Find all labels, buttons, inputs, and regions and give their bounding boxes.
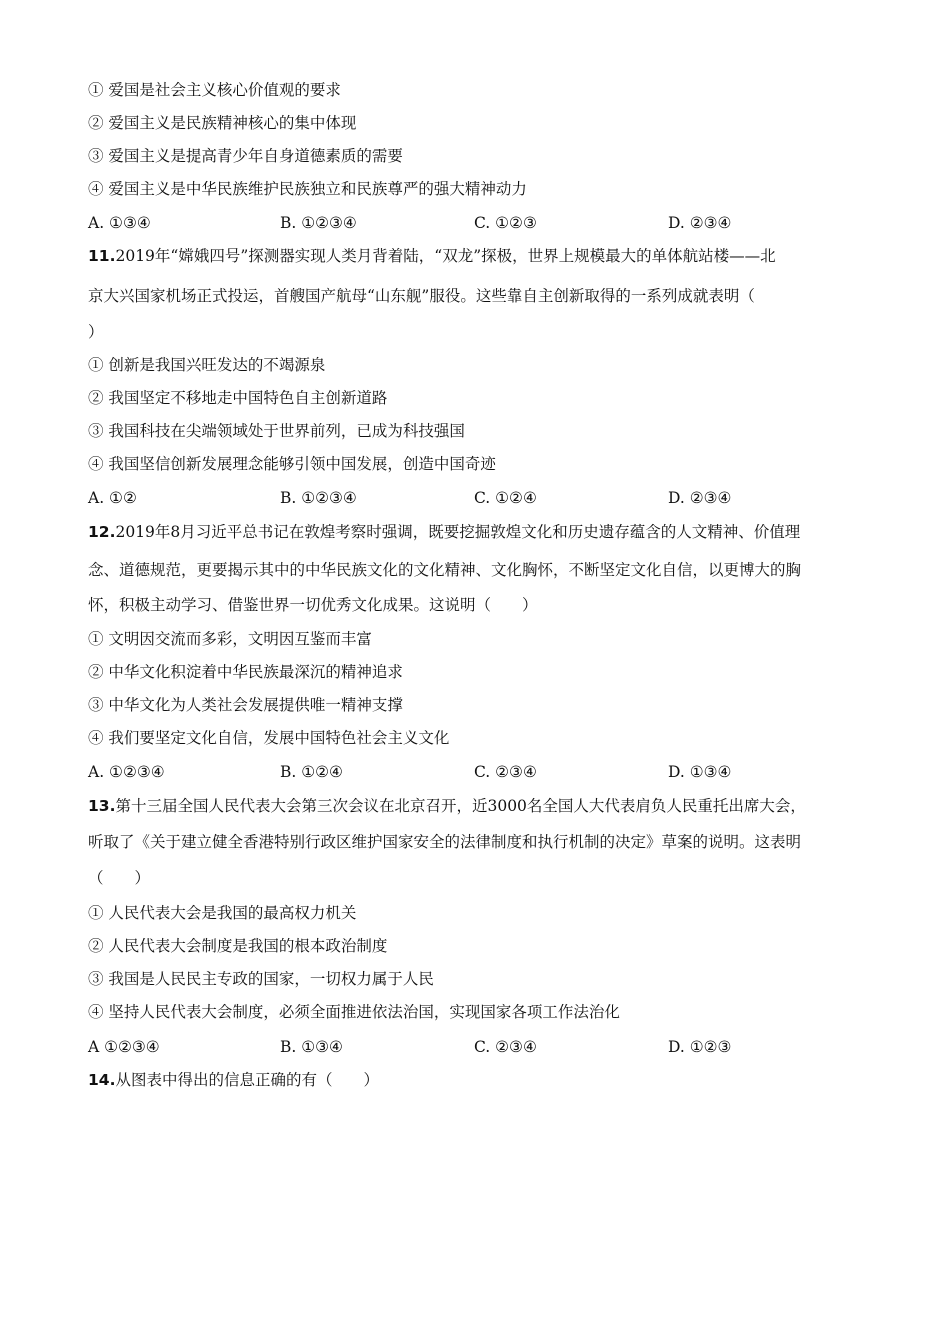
option-c: C. ②③④ [474, 1038, 537, 1056]
q13-stem-line-2: 听取了《关于建立健全香港特别行政区维护国家安全的法律制度和执行机制的决定》草案的说明。这表明 [88, 833, 802, 851]
q11-stem-line-2: 京大兴国家机场正式投运，首艘国产航母“山东舰”服役。这些靠自主创新取得的一系列成就表明（ [88, 287, 755, 305]
option-d: D. ②③④ [668, 489, 732, 507]
option-c: C. ①②③ [474, 214, 537, 232]
q13-stem-line-1: 13.第十三届全国人民代表大会第三次会议在北京召开，近3000名全国人大代表肩负人民重托出席大会， [88, 797, 806, 815]
q11-number: 11. [88, 247, 116, 265]
q11-stem-line-1: 11.2019年“嫦娥四号”探测器实现人类月背着陆，“双龙”探极，世界上规模最大的单体航站楼——北 [88, 247, 776, 265]
option-a: A. ①② [88, 489, 137, 507]
q12-statement-3: ③ 中华文化为人类社会发展提供唯一精神支撑 [88, 696, 403, 714]
q12-number: 12. [88, 523, 116, 541]
q11-statement-2: ② 我国坚定不移地走中国特色自主创新道路 [88, 389, 388, 407]
carryover-statement-3: ③ 爱国主义是提高青少年自身道德素质的需要 [88, 147, 403, 165]
q13-statement-4: ④ 坚持人民代表大会制度，必须全面推进依法治国，实现国家各项工作法治化 [88, 1003, 620, 1021]
option-c: C. ②③④ [474, 763, 537, 781]
q11-stem-line-3: ） [88, 323, 104, 341]
q12-statement-1: ① 文明因交流而多彩，文明因互鉴而丰富 [88, 630, 372, 648]
q12-options [88, 762, 788, 782]
option-b: B. ①③④ [280, 1038, 343, 1056]
option-b: B. ①②③④ [280, 489, 357, 507]
option-b: B. ①②③④ [280, 214, 357, 232]
q12-statement-4: ④ 我们要坚定文化自信，发展中国特色社会主义文化 [88, 729, 450, 747]
option-d: D. ②③④ [668, 214, 732, 232]
q12-stem-line-1: 12.2019年8月习近平总书记在敦煌考察时强调，既要挖掘敦煌文化和历史遗存蕴含的人文精神、价值理 [88, 523, 801, 541]
option-c: C. ①②④ [474, 489, 537, 507]
carryover-options [88, 213, 788, 233]
option-d: D. ①②③ [668, 1038, 732, 1056]
option-a: A. ①③④ [88, 214, 151, 232]
q11-options [88, 488, 788, 508]
q12-statement-2: ② 中华文化积淀着中华民族最深沉的精神追求 [88, 663, 403, 681]
q11-statement-3: ③ 我国科技在尖端领域处于世界前列，已成为科技强国 [88, 422, 465, 440]
q14-number: 14. [88, 1071, 116, 1089]
carryover-statement-1: ① 爱国是社会主义核心价值观的要求 [88, 81, 341, 99]
carryover-statement-4: ④ 爱国主义是中华民族维护民族独立和民族尊严的强大精神动力 [88, 180, 527, 198]
q14-stem: 14.从图表中得出的信息正确的有（ ） [88, 1071, 379, 1089]
q13-statement-3: ③ 我国是人民民主专政的国家，一切权力属于人民 [88, 970, 434, 988]
q12-stem-line-2: 念、道德规范，更要揭示其中的中华民族文化的文化精神、文化胸怀，不断坚定文化自信，以更博大的胸 [88, 561, 802, 579]
q13-statement-1: ① 人民代表大会是我国的最高权力机关 [88, 904, 357, 922]
q11-statement-1: ① 创新是我国兴旺发达的不竭源泉 [88, 356, 326, 374]
carryover-statement-2: ② 爱国主义是民族精神核心的集中体现 [88, 114, 357, 132]
q11-statement-4: ④ 我国坚信创新发展理念能够引领中国发展，创造中国奇迹 [88, 455, 496, 473]
option-a: A ①②③④ [88, 1038, 160, 1056]
option-d: D. ①③④ [668, 763, 732, 781]
q12-stem-line-3: 怀，积极主动学习、借鉴世界一切优秀文化成果。这说明（ ） [88, 596, 538, 614]
option-a: A. ①②③④ [88, 763, 165, 781]
q13-stem-line-3: （ ） [88, 869, 151, 887]
q13-options [88, 1037, 788, 1057]
q13-statement-2: ② 人民代表大会制度是我国的根本政治制度 [88, 937, 388, 955]
option-b: B. ①②④ [280, 763, 343, 781]
q13-number: 13. [88, 797, 116, 815]
